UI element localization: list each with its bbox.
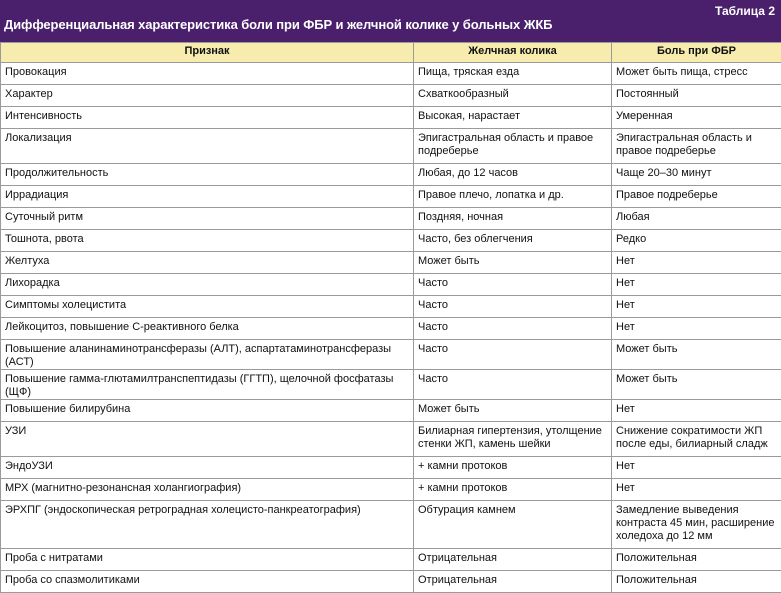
cell-fbr: Нет [612,318,781,340]
table-row [1,208,781,230]
cell-sign: Симптомы холецистита [1,296,414,318]
cell-colic: Схваткообразный [414,85,612,107]
cell-fbr: Эпигастральная область и правое подреберье [612,129,781,164]
cell-colic: Обтурация камнем [414,501,612,549]
cell-colic: Часто [414,370,612,400]
column-header-fbr: Боль при ФБР [612,43,781,63]
cell-sign: ЭРХПГ (эндоскопическая ретроградная холецисто-панкреатография) [1,501,414,549]
table-row [1,549,781,571]
cell-sign: Желтуха [1,252,414,274]
cell-colic: Правое плечо, лопатка и др. [414,186,612,208]
table-row [1,107,781,129]
comparison-table [0,42,781,593]
table-title: Дифференциальная характеристика боли при ФБР и желчной колике у больных ЖКБ [4,17,552,32]
table-row [1,274,781,296]
table-row [1,230,781,252]
cell-colic: Отрицательная [414,549,612,571]
cell-fbr: Любая [612,208,781,230]
cell-fbr: Нет [612,457,781,479]
cell-sign: Тошнота, рвота [1,230,414,252]
cell-sign: Повышение аланинаминотрансферазы (АЛТ), аспартатаминотрансферазы (АСТ) [1,340,414,370]
cell-colic: + камни протоков [414,479,612,501]
table-row [1,457,781,479]
cell-sign: Иррадиация [1,186,414,208]
table-row [1,340,781,370]
cell-fbr: Может быть пища, стресс [612,63,781,85]
table-row [1,164,781,186]
table-row [1,252,781,274]
cell-sign: Повышение билирубина [1,400,414,422]
cell-sign: Лихорадка [1,274,414,296]
cell-sign: Проба со спазмолитиками [1,571,414,593]
table-row [1,85,781,107]
column-header-sign: Признак [1,43,414,63]
cell-fbr: Нет [612,274,781,296]
table-row [1,296,781,318]
cell-sign: ЭндоУЗИ [1,457,414,479]
header-row [1,43,781,63]
cell-sign: Продолжительность [1,164,414,186]
cell-sign: МРХ (магнитно-резонансная холангиография) [1,479,414,501]
cell-fbr: Постоянный [612,85,781,107]
cell-colic: Пища, тряская езда [414,63,612,85]
cell-sign: Повышение гамма-глютамилтранспептидазы (ГГТП), щелочной фосфатазы (ЩФ) [1,370,414,400]
cell-fbr: Нет [612,296,781,318]
cell-colic: Часто, без облегчения [414,230,612,252]
cell-sign: Лейкоцитоз, повышение С-реактивного белка [1,318,414,340]
cell-colic: Отрицательная [414,571,612,593]
cell-colic: Поздняя, ночная [414,208,612,230]
cell-colic: Часто [414,340,612,370]
cell-sign: Характер [1,85,414,107]
table-row [1,318,781,340]
cell-colic: Часто [414,318,612,340]
table-row [1,501,781,549]
cell-sign: Интенсивность [1,107,414,129]
cell-fbr: Может быть [612,340,781,370]
table-banner [0,0,781,42]
cell-sign: УЗИ [1,422,414,457]
cell-fbr: Правое подреберье [612,186,781,208]
cell-fbr: Нет [612,252,781,274]
table-row [1,370,781,400]
cell-colic: Может быть [414,252,612,274]
table-row [1,129,781,164]
cell-colic: Высокая, нарастает [414,107,612,129]
cell-fbr: Чаще 20–30 минут [612,164,781,186]
cell-fbr: Умеренная [612,107,781,129]
table-number: Таблица 2 [715,4,775,18]
cell-fbr: Может быть [612,370,781,400]
cell-colic: Билиарная гипертензия, утолщение стенки ЖП, камень шейки [414,422,612,457]
cell-sign: Суточный ритм [1,208,414,230]
cell-fbr: Замедление выведения контраста 45 мин, расширение холедоха до 12 мм [612,501,781,549]
table-row [1,400,781,422]
cell-colic: Может быть [414,400,612,422]
table-row [1,479,781,501]
cell-colic: Часто [414,296,612,318]
cell-sign: Локализация [1,129,414,164]
cell-fbr: Снижение сократимости ЖП после еды, билиарный сладж [612,422,781,457]
cell-fbr: Редко [612,230,781,252]
cell-colic: Эпигастральная область и правое подреберье [414,129,612,164]
table-row [1,63,781,85]
cell-fbr: Положительная [612,549,781,571]
table-row [1,186,781,208]
column-header-colic: Желчная колика [414,43,612,63]
cell-colic: Часто [414,274,612,296]
cell-fbr: Нет [612,400,781,422]
table-row [1,422,781,457]
cell-sign: Провокация [1,63,414,85]
cell-sign: Проба с нитратами [1,549,414,571]
table-row [1,571,781,593]
cell-colic: Любая, до 12 часов [414,164,612,186]
cell-fbr: Нет [612,479,781,501]
cell-fbr: Положительная [612,571,781,593]
cell-colic: + камни протоков [414,457,612,479]
